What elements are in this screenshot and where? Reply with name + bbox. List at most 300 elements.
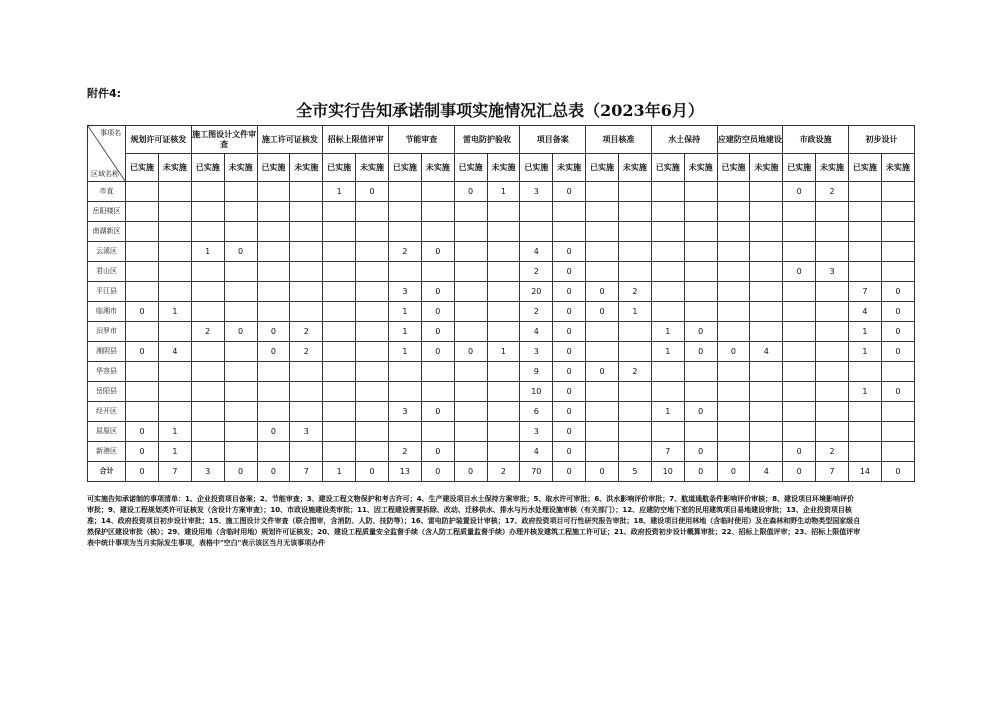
value-cell: 0	[126, 422, 159, 442]
value-cell	[454, 202, 487, 222]
value-cell	[881, 402, 914, 422]
value-cell	[290, 382, 323, 402]
value-cell	[717, 382, 750, 402]
value-cell: 0	[421, 322, 454, 342]
value-cell	[224, 202, 257, 222]
value-cell	[487, 422, 520, 442]
table-row	[88, 462, 915, 482]
value-cell	[651, 362, 684, 382]
value-cell: 2	[191, 322, 224, 342]
table-row	[88, 182, 915, 202]
value-cell	[421, 382, 454, 402]
value-cell	[487, 302, 520, 322]
value-cell	[684, 202, 717, 222]
value-cell	[257, 362, 290, 382]
value-cell	[750, 302, 783, 322]
value-cell	[586, 202, 619, 222]
value-cell	[783, 422, 816, 442]
value-cell	[454, 302, 487, 322]
value-cell: 0	[356, 462, 389, 482]
value-cell	[816, 402, 849, 422]
value-cell	[158, 242, 191, 262]
value-cell: 1	[487, 342, 520, 362]
value-cell	[816, 342, 849, 362]
value-cell	[750, 402, 783, 422]
value-cell: 1	[158, 442, 191, 462]
value-cell	[881, 422, 914, 442]
value-cell: 0	[224, 322, 257, 342]
value-cell	[388, 422, 421, 442]
value-cell	[881, 262, 914, 282]
value-cell	[191, 182, 224, 202]
value-cell: 7	[848, 282, 881, 302]
value-cell	[224, 402, 257, 422]
value-cell	[783, 382, 816, 402]
value-cell: 0	[224, 242, 257, 262]
value-cell	[717, 222, 750, 242]
item-header: 项目备案	[520, 126, 586, 154]
value-cell: 2	[618, 282, 651, 302]
value-cell	[848, 402, 881, 422]
table-row	[88, 202, 915, 222]
value-cell	[684, 302, 717, 322]
corner-header-cell	[88, 126, 126, 182]
value-cell	[520, 202, 553, 222]
item-header: 节能审查	[388, 126, 454, 154]
value-cell: 70	[520, 462, 553, 482]
value-cell: 1	[651, 402, 684, 422]
value-cell	[224, 282, 257, 302]
notdone-header: 未实施	[553, 154, 586, 182]
value-cell	[388, 182, 421, 202]
table-row	[88, 282, 915, 302]
region-cell: 湘阴县	[88, 342, 126, 362]
value-cell	[684, 382, 717, 402]
value-cell	[356, 282, 389, 302]
value-cell	[356, 322, 389, 342]
region-cell: 经开区	[88, 402, 126, 422]
value-cell: 0	[881, 282, 914, 302]
value-cell	[290, 202, 323, 222]
table-row	[88, 242, 915, 262]
note-line: 审批；9、建设工程规划类许可证核发（含设计方案审查）；10、市政设施建设类审批；11、因工程建设需要拆除、改动、迁移供水、排水与污水处理设施审核（有关部门）；12、应建防空地下室的民用建筑项目易地建设审批；13、企业投资项目核	[87, 506, 852, 514]
value-cell: 2	[816, 442, 849, 462]
item-header: 规划许可证核发	[126, 126, 192, 154]
value-cell	[651, 302, 684, 322]
value-cell	[487, 322, 520, 342]
value-cell	[356, 302, 389, 322]
value-cell: 0	[257, 462, 290, 482]
value-cell	[126, 402, 159, 422]
table-row	[88, 422, 915, 442]
item-header: 雷电防护验收	[454, 126, 520, 154]
value-cell	[848, 362, 881, 382]
value-cell	[126, 242, 159, 262]
value-cell	[881, 182, 914, 202]
notdone-header: 未实施	[618, 154, 651, 182]
value-cell: 1	[487, 182, 520, 202]
value-cell: 1	[848, 342, 881, 362]
value-cell: 0	[126, 462, 159, 482]
value-cell	[356, 222, 389, 242]
region-cell: 南湖新区	[88, 222, 126, 242]
region-cell: 平江县	[88, 282, 126, 302]
region-cell: 市直	[88, 182, 126, 202]
value-cell	[717, 322, 750, 342]
value-cell	[586, 382, 619, 402]
value-cell	[717, 302, 750, 322]
value-cell	[487, 202, 520, 222]
value-cell	[717, 422, 750, 442]
value-cell	[684, 282, 717, 302]
corner-region-label: 区域名称	[91, 169, 119, 178]
value-cell	[158, 202, 191, 222]
value-cell	[618, 402, 651, 422]
value-cell: 0	[553, 182, 586, 202]
region-cell: 岳阳县	[88, 382, 126, 402]
value-cell: 0	[783, 262, 816, 282]
value-cell: 0	[126, 342, 159, 362]
value-cell	[356, 242, 389, 262]
value-cell: 0	[717, 462, 750, 482]
value-cell	[684, 182, 717, 202]
value-cell	[487, 222, 520, 242]
notdone-header: 未实施	[224, 154, 257, 182]
value-cell	[816, 382, 849, 402]
value-cell	[586, 222, 619, 242]
value-cell: 0	[553, 442, 586, 462]
page-title: 全市实行告知承诺制事项实施情况汇总表（2023年6月）	[296, 101, 704, 120]
value-cell: 0	[586, 282, 619, 302]
value-cell	[356, 362, 389, 382]
value-cell	[388, 382, 421, 402]
value-cell	[717, 182, 750, 202]
value-cell	[323, 242, 356, 262]
value-cell: 7	[816, 462, 849, 482]
value-cell	[651, 422, 684, 442]
done-header: 已实施	[323, 154, 356, 182]
done-header: 已实施	[848, 154, 881, 182]
value-cell	[290, 402, 323, 422]
value-cell: 0	[257, 322, 290, 342]
value-cell	[651, 202, 684, 222]
notdone-header: 未实施	[290, 154, 323, 182]
value-cell: 0	[881, 382, 914, 402]
value-cell	[126, 322, 159, 342]
value-cell	[586, 182, 619, 202]
value-cell	[750, 322, 783, 342]
value-cell	[783, 282, 816, 302]
value-cell	[881, 242, 914, 262]
value-cell	[356, 402, 389, 422]
value-cell	[421, 182, 454, 202]
value-cell: 10	[651, 462, 684, 482]
value-cell	[323, 262, 356, 282]
value-cell	[816, 222, 849, 242]
value-cell	[323, 282, 356, 302]
value-cell: 0	[454, 182, 487, 202]
value-cell	[191, 202, 224, 222]
value-cell	[158, 382, 191, 402]
value-cell	[290, 442, 323, 462]
value-cell	[454, 402, 487, 422]
value-cell	[618, 222, 651, 242]
value-cell	[618, 422, 651, 442]
value-cell	[848, 242, 881, 262]
note-line: 然保护区建设审批（核）；29、建设用地（含临时用地）规划许可证核发；20、建设工程质量安全监督手续（含人防工程质量监督手续）办理并核发建筑工程施工许可证；21、政府投资初步设计概算审批；22、招标上限值评审；23、招标上限值评审	[87, 528, 861, 536]
value-cell: 1	[651, 322, 684, 342]
value-cell	[356, 422, 389, 442]
value-cell	[356, 202, 389, 222]
value-cell	[388, 262, 421, 282]
table-row	[88, 262, 915, 282]
value-cell	[224, 362, 257, 382]
notdone-header: 未实施	[356, 154, 389, 182]
value-cell	[783, 302, 816, 322]
value-cell	[126, 222, 159, 242]
value-cell: 0	[553, 322, 586, 342]
item-header: 市政设施	[783, 126, 849, 154]
value-cell: 4	[848, 302, 881, 322]
value-cell	[257, 302, 290, 322]
value-cell	[290, 262, 323, 282]
value-cell	[816, 302, 849, 322]
value-cell: 0	[553, 382, 586, 402]
item-header: 施工许可证核发	[257, 126, 323, 154]
region-cell: 新港区	[88, 442, 126, 462]
value-cell	[191, 302, 224, 322]
header-row-items	[88, 126, 915, 154]
value-cell	[618, 242, 651, 262]
value-cell	[224, 182, 257, 202]
value-cell: 0	[421, 282, 454, 302]
value-cell: 3	[191, 462, 224, 482]
value-cell	[487, 242, 520, 262]
value-cell	[224, 302, 257, 322]
attachment-label: 附件4:	[87, 87, 122, 100]
done-header: 已实施	[191, 154, 224, 182]
value-cell	[421, 222, 454, 242]
value-cell	[356, 342, 389, 362]
value-cell	[454, 222, 487, 242]
value-cell: 1	[848, 382, 881, 402]
table-row	[88, 362, 915, 382]
value-cell	[651, 262, 684, 282]
value-cell: 0	[586, 362, 619, 382]
value-cell	[750, 382, 783, 402]
value-cell	[651, 242, 684, 262]
value-cell: 1	[323, 182, 356, 202]
notes-block	[87, 494, 915, 549]
value-cell: 0	[553, 342, 586, 362]
value-cell	[586, 442, 619, 462]
value-cell	[487, 362, 520, 382]
notdone-header: 未实施	[487, 154, 520, 182]
value-cell	[750, 422, 783, 442]
value-cell	[323, 342, 356, 362]
value-cell	[783, 202, 816, 222]
value-cell	[618, 442, 651, 462]
value-cell	[618, 262, 651, 282]
value-cell	[848, 222, 881, 242]
value-cell	[684, 242, 717, 262]
value-cell	[750, 182, 783, 202]
note-line: 准；14、政府投资项目初步设计审批；15、施工图设计文件审查（联合图审，含消防、人防、技防等）；16、雷电防护装置设计审核；17、政府投资项目可行性研究报告审批；18、建设项目使用林地（含临时使用）及在森林和野生动物类型国家级自	[87, 517, 861, 525]
value-cell: 0	[454, 342, 487, 362]
value-cell: 0	[356, 182, 389, 202]
item-header: 水土保持	[651, 126, 717, 154]
value-cell: 2	[487, 462, 520, 482]
value-cell: 2	[618, 362, 651, 382]
value-cell	[158, 262, 191, 282]
value-cell: 0	[421, 242, 454, 262]
value-cell	[750, 262, 783, 282]
value-cell	[290, 362, 323, 382]
value-cell	[750, 362, 783, 382]
notdone-header: 未实施	[750, 154, 783, 182]
value-cell: 0	[257, 342, 290, 362]
notdone-header: 未实施	[684, 154, 717, 182]
value-cell	[126, 182, 159, 202]
value-cell	[257, 242, 290, 262]
value-cell: 4	[520, 442, 553, 462]
value-cell: 1	[388, 342, 421, 362]
value-cell	[848, 182, 881, 202]
value-cell: 2	[290, 322, 323, 342]
value-cell	[487, 262, 520, 282]
value-cell	[586, 262, 619, 282]
table-row	[88, 322, 915, 342]
value-cell	[783, 342, 816, 362]
value-cell	[816, 422, 849, 442]
value-cell: 4	[520, 322, 553, 342]
value-cell	[257, 202, 290, 222]
value-cell	[750, 202, 783, 222]
done-header: 已实施	[520, 154, 553, 182]
value-cell: 0	[553, 462, 586, 482]
item-header: 施工图设计文件审查	[191, 126, 257, 154]
value-cell	[191, 282, 224, 302]
value-cell: 3	[388, 282, 421, 302]
value-cell: 0	[684, 322, 717, 342]
value-cell: 10	[520, 382, 553, 402]
value-cell: 13	[388, 462, 421, 482]
value-cell	[158, 282, 191, 302]
value-cell	[684, 222, 717, 242]
value-cell	[848, 422, 881, 442]
value-cell: 1	[158, 422, 191, 442]
value-cell: 1	[651, 342, 684, 362]
value-cell	[717, 202, 750, 222]
value-cell: 0	[421, 342, 454, 362]
value-cell: 0	[717, 342, 750, 362]
value-cell: 7	[651, 442, 684, 462]
value-cell: 2	[290, 342, 323, 362]
value-cell: 4	[750, 342, 783, 362]
value-cell	[816, 242, 849, 262]
value-cell	[586, 342, 619, 362]
value-cell	[454, 382, 487, 402]
done-header: 已实施	[257, 154, 290, 182]
item-header: 应建防空员地建设	[717, 126, 783, 154]
summary-table	[87, 125, 915, 482]
value-cell	[684, 362, 717, 382]
value-cell	[257, 442, 290, 462]
value-cell	[586, 242, 619, 262]
value-cell: 0	[783, 462, 816, 482]
value-cell	[126, 362, 159, 382]
value-cell: 1	[618, 302, 651, 322]
value-cell	[684, 422, 717, 442]
value-cell	[454, 422, 487, 442]
value-cell	[323, 322, 356, 342]
value-cell	[257, 222, 290, 242]
value-cell: 0	[421, 302, 454, 322]
value-cell	[651, 282, 684, 302]
value-cell	[487, 402, 520, 422]
value-cell	[783, 402, 816, 422]
value-cell	[388, 222, 421, 242]
value-cell: 2	[816, 182, 849, 202]
value-cell: 0	[586, 462, 619, 482]
value-cell: 3	[520, 422, 553, 442]
value-cell	[783, 362, 816, 382]
value-cell	[684, 262, 717, 282]
value-cell	[717, 262, 750, 282]
value-cell	[783, 222, 816, 242]
value-cell	[388, 362, 421, 382]
value-cell: 1	[158, 302, 191, 322]
value-cell	[257, 282, 290, 302]
value-cell: 20	[520, 282, 553, 302]
value-cell: 7	[290, 462, 323, 482]
note-line: 表中统计事项为当月实际发生事项，表格中"空白"表示该区当月无该事项办件	[87, 539, 326, 547]
done-header: 已实施	[454, 154, 487, 182]
value-cell	[224, 222, 257, 242]
value-cell: 0	[881, 302, 914, 322]
corner-item-label: 事项名	[100, 129, 122, 137]
value-cell: 2	[388, 242, 421, 262]
value-cell: 1	[388, 302, 421, 322]
value-cell: 2	[388, 442, 421, 462]
value-cell	[586, 422, 619, 442]
value-cell: 0	[126, 302, 159, 322]
value-cell: 4	[158, 342, 191, 362]
value-cell	[651, 222, 684, 242]
value-cell	[356, 442, 389, 462]
notdone-header: 未实施	[881, 154, 914, 182]
value-cell	[618, 342, 651, 362]
value-cell: 0	[126, 442, 159, 462]
region-cell: 合计	[88, 462, 126, 482]
table-row	[88, 382, 915, 402]
value-cell	[717, 402, 750, 422]
item-header: 项目核准	[586, 126, 652, 154]
done-header: 已实施	[388, 154, 421, 182]
value-cell: 0	[553, 262, 586, 282]
value-cell	[487, 382, 520, 402]
value-cell: 3	[388, 402, 421, 422]
done-header: 已实施	[126, 154, 159, 182]
value-cell	[881, 442, 914, 462]
value-cell	[224, 442, 257, 462]
value-cell	[126, 382, 159, 402]
done-header: 已实施	[783, 154, 816, 182]
done-header: 已实施	[586, 154, 619, 182]
value-cell	[881, 202, 914, 222]
table-row	[88, 222, 915, 242]
value-cell	[356, 262, 389, 282]
